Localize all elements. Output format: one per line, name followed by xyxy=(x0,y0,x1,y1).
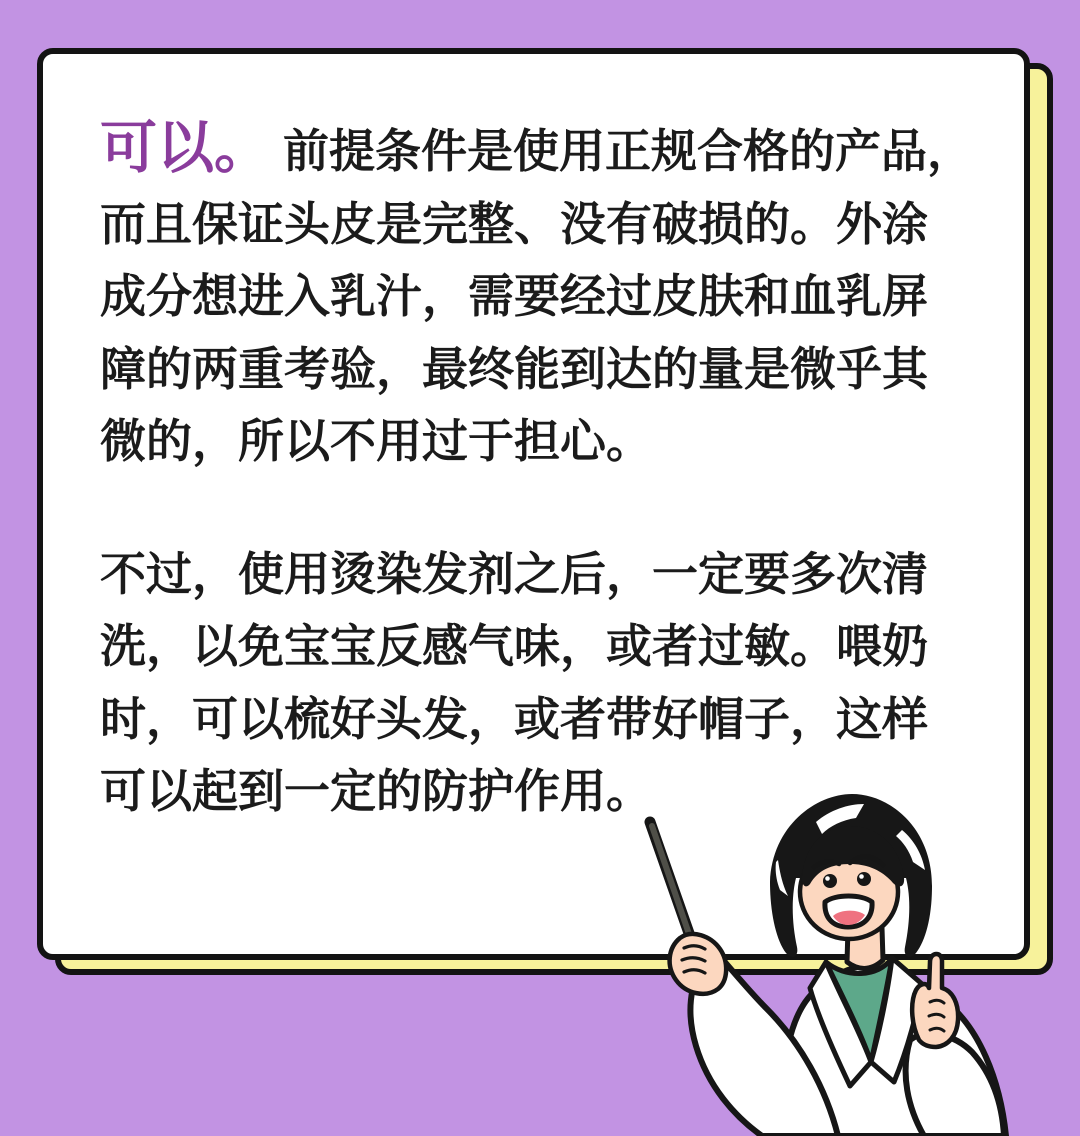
coat-sleeve-right xyxy=(690,952,838,1136)
text-line xyxy=(100,112,984,188)
text-line: 时，可以梳好头发，或者带好帽子，这样 xyxy=(100,692,928,745)
text-line: 微的，所以不用过于担心。 xyxy=(100,415,652,467)
answer-card xyxy=(37,48,1030,960)
knuckle-lines xyxy=(929,1000,944,1031)
text-line: 而且保证头皮是完整、没有破损的。外涂 xyxy=(100,197,928,250)
coat-body xyxy=(782,967,1006,1136)
text-line: 洗，以免宝宝反感气味，或者过敏。喂奶 xyxy=(100,620,928,672)
coat-lapel-right xyxy=(871,958,922,1082)
text-line: 成分想进入乳汁，需要经过皮肤和血乳屏 xyxy=(100,270,928,322)
coat-lapel-left xyxy=(810,962,871,1086)
text-line: 可以起到一定的防护作用。 xyxy=(100,765,652,817)
text-line: 障的两重考验，最终能到达的量是微乎其 xyxy=(100,342,928,395)
coat-sleeve-left xyxy=(906,1034,1004,1136)
text-line: 不过，使用烫染发剂之后，一定要多次清 xyxy=(100,547,928,600)
answer-highlight: 可以。 xyxy=(100,116,271,180)
line-text: 前提条件是使用正规合格的产品， xyxy=(283,125,973,177)
